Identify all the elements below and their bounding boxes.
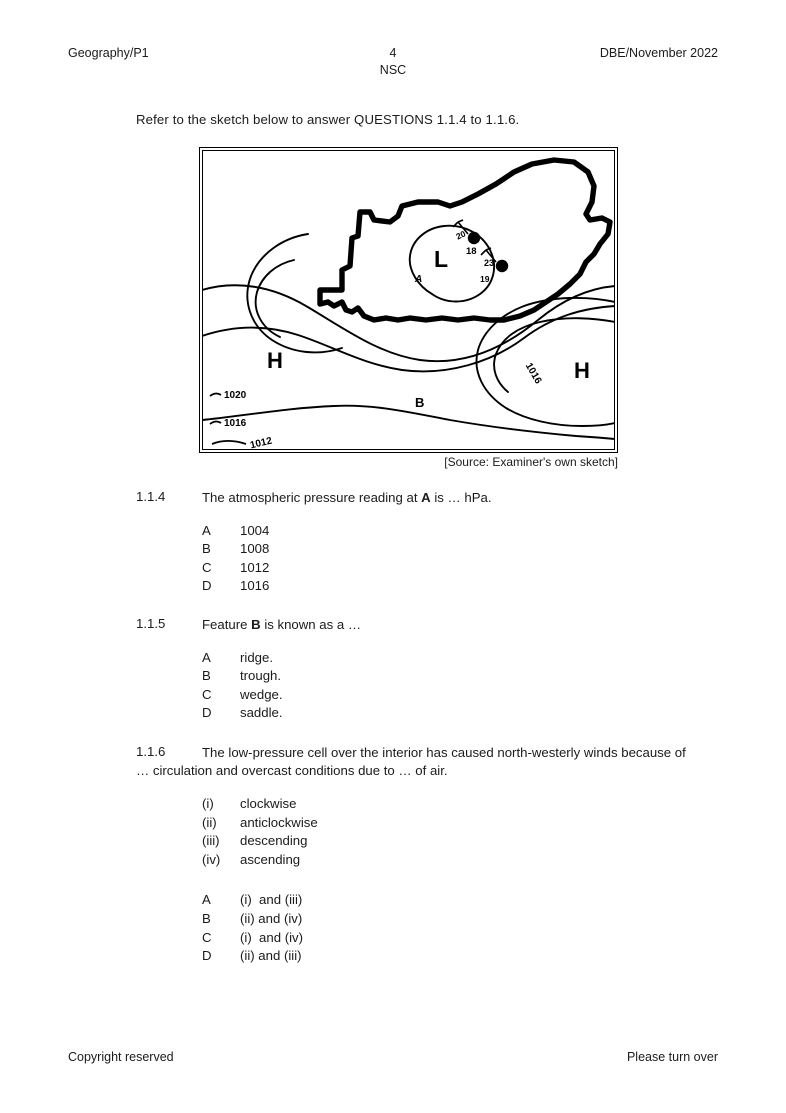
option-key: D xyxy=(202,948,212,964)
roman-text: anticlockwise xyxy=(240,814,318,830)
option-text: (ii) and (iii) xyxy=(240,948,302,964)
option-text: ridge. xyxy=(240,649,273,665)
question-1-1-4-stem-before: The atmospheric pressure reading at xyxy=(202,490,422,505)
question-1-1-4 xyxy=(136,489,696,596)
roman-text: ascending xyxy=(240,851,301,867)
option-text: (ii) and (iv) xyxy=(240,910,303,926)
question-1-1-4-head xyxy=(136,489,696,507)
option-key: B xyxy=(202,541,211,557)
question-1-1-4-stem-after: is … hPa. xyxy=(430,490,492,505)
turn-over-notice: Please turn over xyxy=(626,1050,718,1064)
option-text: 1012 xyxy=(240,559,270,575)
point-b-label: B xyxy=(415,395,425,410)
question-1-1-6-stem: The low-pressure cell over the interior has caused north-westerly winds because of … circulation and overcast conditions due to … of air. xyxy=(136,745,686,778)
option-text: 1016 xyxy=(240,578,270,594)
option-key: D xyxy=(202,705,212,721)
subject-paper-label: Geography/P1 xyxy=(68,46,149,60)
sketch-label-layer xyxy=(202,150,615,450)
option-key: C xyxy=(202,559,212,575)
question-1-1-4-number: 1.1.4 xyxy=(136,489,166,504)
copyright-notice: Copyright reserved xyxy=(68,1050,174,1064)
isobar-1016-right-label: 1016 xyxy=(522,361,544,386)
isobar-1020-label: 1020 xyxy=(224,390,247,401)
option-text: (i) and (iv) xyxy=(240,929,304,945)
question-1-1-6-options xyxy=(202,891,696,965)
question-1-1-5 xyxy=(136,616,696,723)
option-key: B xyxy=(202,668,211,684)
option-text: 1004 xyxy=(240,522,270,538)
instruction-text: Refer to the sketch below to answer QUESTIONS 1.1.4 to 1.1.6. xyxy=(136,112,520,127)
question-1-1-5-stem-before: Feature xyxy=(202,617,252,632)
question-1-1-6-roman-list xyxy=(202,795,696,869)
option-row[interactable] xyxy=(202,649,696,668)
question-1-1-6-number: 1.1.6 xyxy=(136,744,166,759)
option-key: C xyxy=(202,929,212,945)
exam-session-label: DBE/November 2022 xyxy=(599,46,718,60)
isobar-1016-label: 1016 xyxy=(224,418,247,429)
option-key: D xyxy=(202,578,212,594)
question-1-1-6 xyxy=(136,744,696,966)
synoptic-sketch-figure xyxy=(199,147,618,469)
option-key: A xyxy=(202,892,211,908)
option-row[interactable] xyxy=(202,704,696,723)
exam-body-label: NSC xyxy=(379,63,407,77)
low-pressure-cell-label: L xyxy=(434,246,449,272)
station-1-temperature-label: 20 xyxy=(454,228,468,242)
roman-item xyxy=(202,814,696,833)
roman-key: (i) xyxy=(202,796,214,811)
isobar-label-ticks xyxy=(202,150,615,450)
question-1-1-5-stem xyxy=(202,617,361,632)
station-1-dewpoint-label: 18 xyxy=(466,246,477,257)
question-1-1-4-stem-bold: A xyxy=(421,490,431,505)
station-2-temperature-label: 23 xyxy=(484,258,495,268)
roman-text: descending xyxy=(240,833,308,849)
station-2-dewpoint-label: 19 xyxy=(480,274,490,284)
roman-key: (iii) xyxy=(202,833,220,849)
option-text: wedge. xyxy=(240,686,283,702)
high-pressure-cell-left-label: H xyxy=(267,348,283,373)
running-head xyxy=(68,46,718,86)
isobar-1012-label: 1012 xyxy=(249,435,274,452)
page-number: 4 xyxy=(389,46,397,60)
figure-source-caption: [Source: Examiner's own sketch] xyxy=(444,455,618,469)
roman-key: (iv) xyxy=(202,851,221,867)
option-row[interactable] xyxy=(202,540,696,559)
option-text: 1008 xyxy=(240,541,270,557)
page-footer xyxy=(68,1050,718,1068)
question-1-1-6-head xyxy=(136,744,696,779)
roman-item xyxy=(202,851,696,870)
point-a-label: A xyxy=(415,274,423,285)
option-row[interactable] xyxy=(202,559,696,578)
question-1-1-5-options xyxy=(202,649,696,723)
roman-item xyxy=(202,795,696,814)
question-1-1-5-number: 1.1.5 xyxy=(136,616,166,631)
question-1-1-4-options xyxy=(202,522,696,596)
option-text: (i) and (iii) xyxy=(240,892,303,908)
option-key: B xyxy=(202,910,211,926)
roman-key: (ii) xyxy=(202,814,217,830)
option-text: trough. xyxy=(240,668,282,684)
option-row[interactable] xyxy=(202,947,696,966)
option-row[interactable] xyxy=(202,891,696,910)
option-key: C xyxy=(202,686,212,702)
option-row[interactable] xyxy=(202,577,696,596)
option-key: A xyxy=(202,649,211,665)
option-key: A xyxy=(202,522,211,538)
option-row[interactable] xyxy=(202,686,696,705)
roman-text: clockwise xyxy=(240,796,297,811)
option-row[interactable] xyxy=(202,929,696,948)
question-1-1-5-head xyxy=(136,616,696,634)
option-row[interactable] xyxy=(202,522,696,541)
question-1-1-5-stem-bold: B xyxy=(251,617,261,632)
option-row[interactable] xyxy=(202,910,696,929)
option-row[interactable] xyxy=(202,667,696,686)
question-1-1-5-stem-after: is known as a … xyxy=(260,617,362,632)
high-pressure-cell-right-label: H xyxy=(574,358,590,383)
question-1-1-4-stem xyxy=(202,490,492,505)
roman-item xyxy=(202,832,696,851)
option-text: saddle. xyxy=(240,705,283,721)
